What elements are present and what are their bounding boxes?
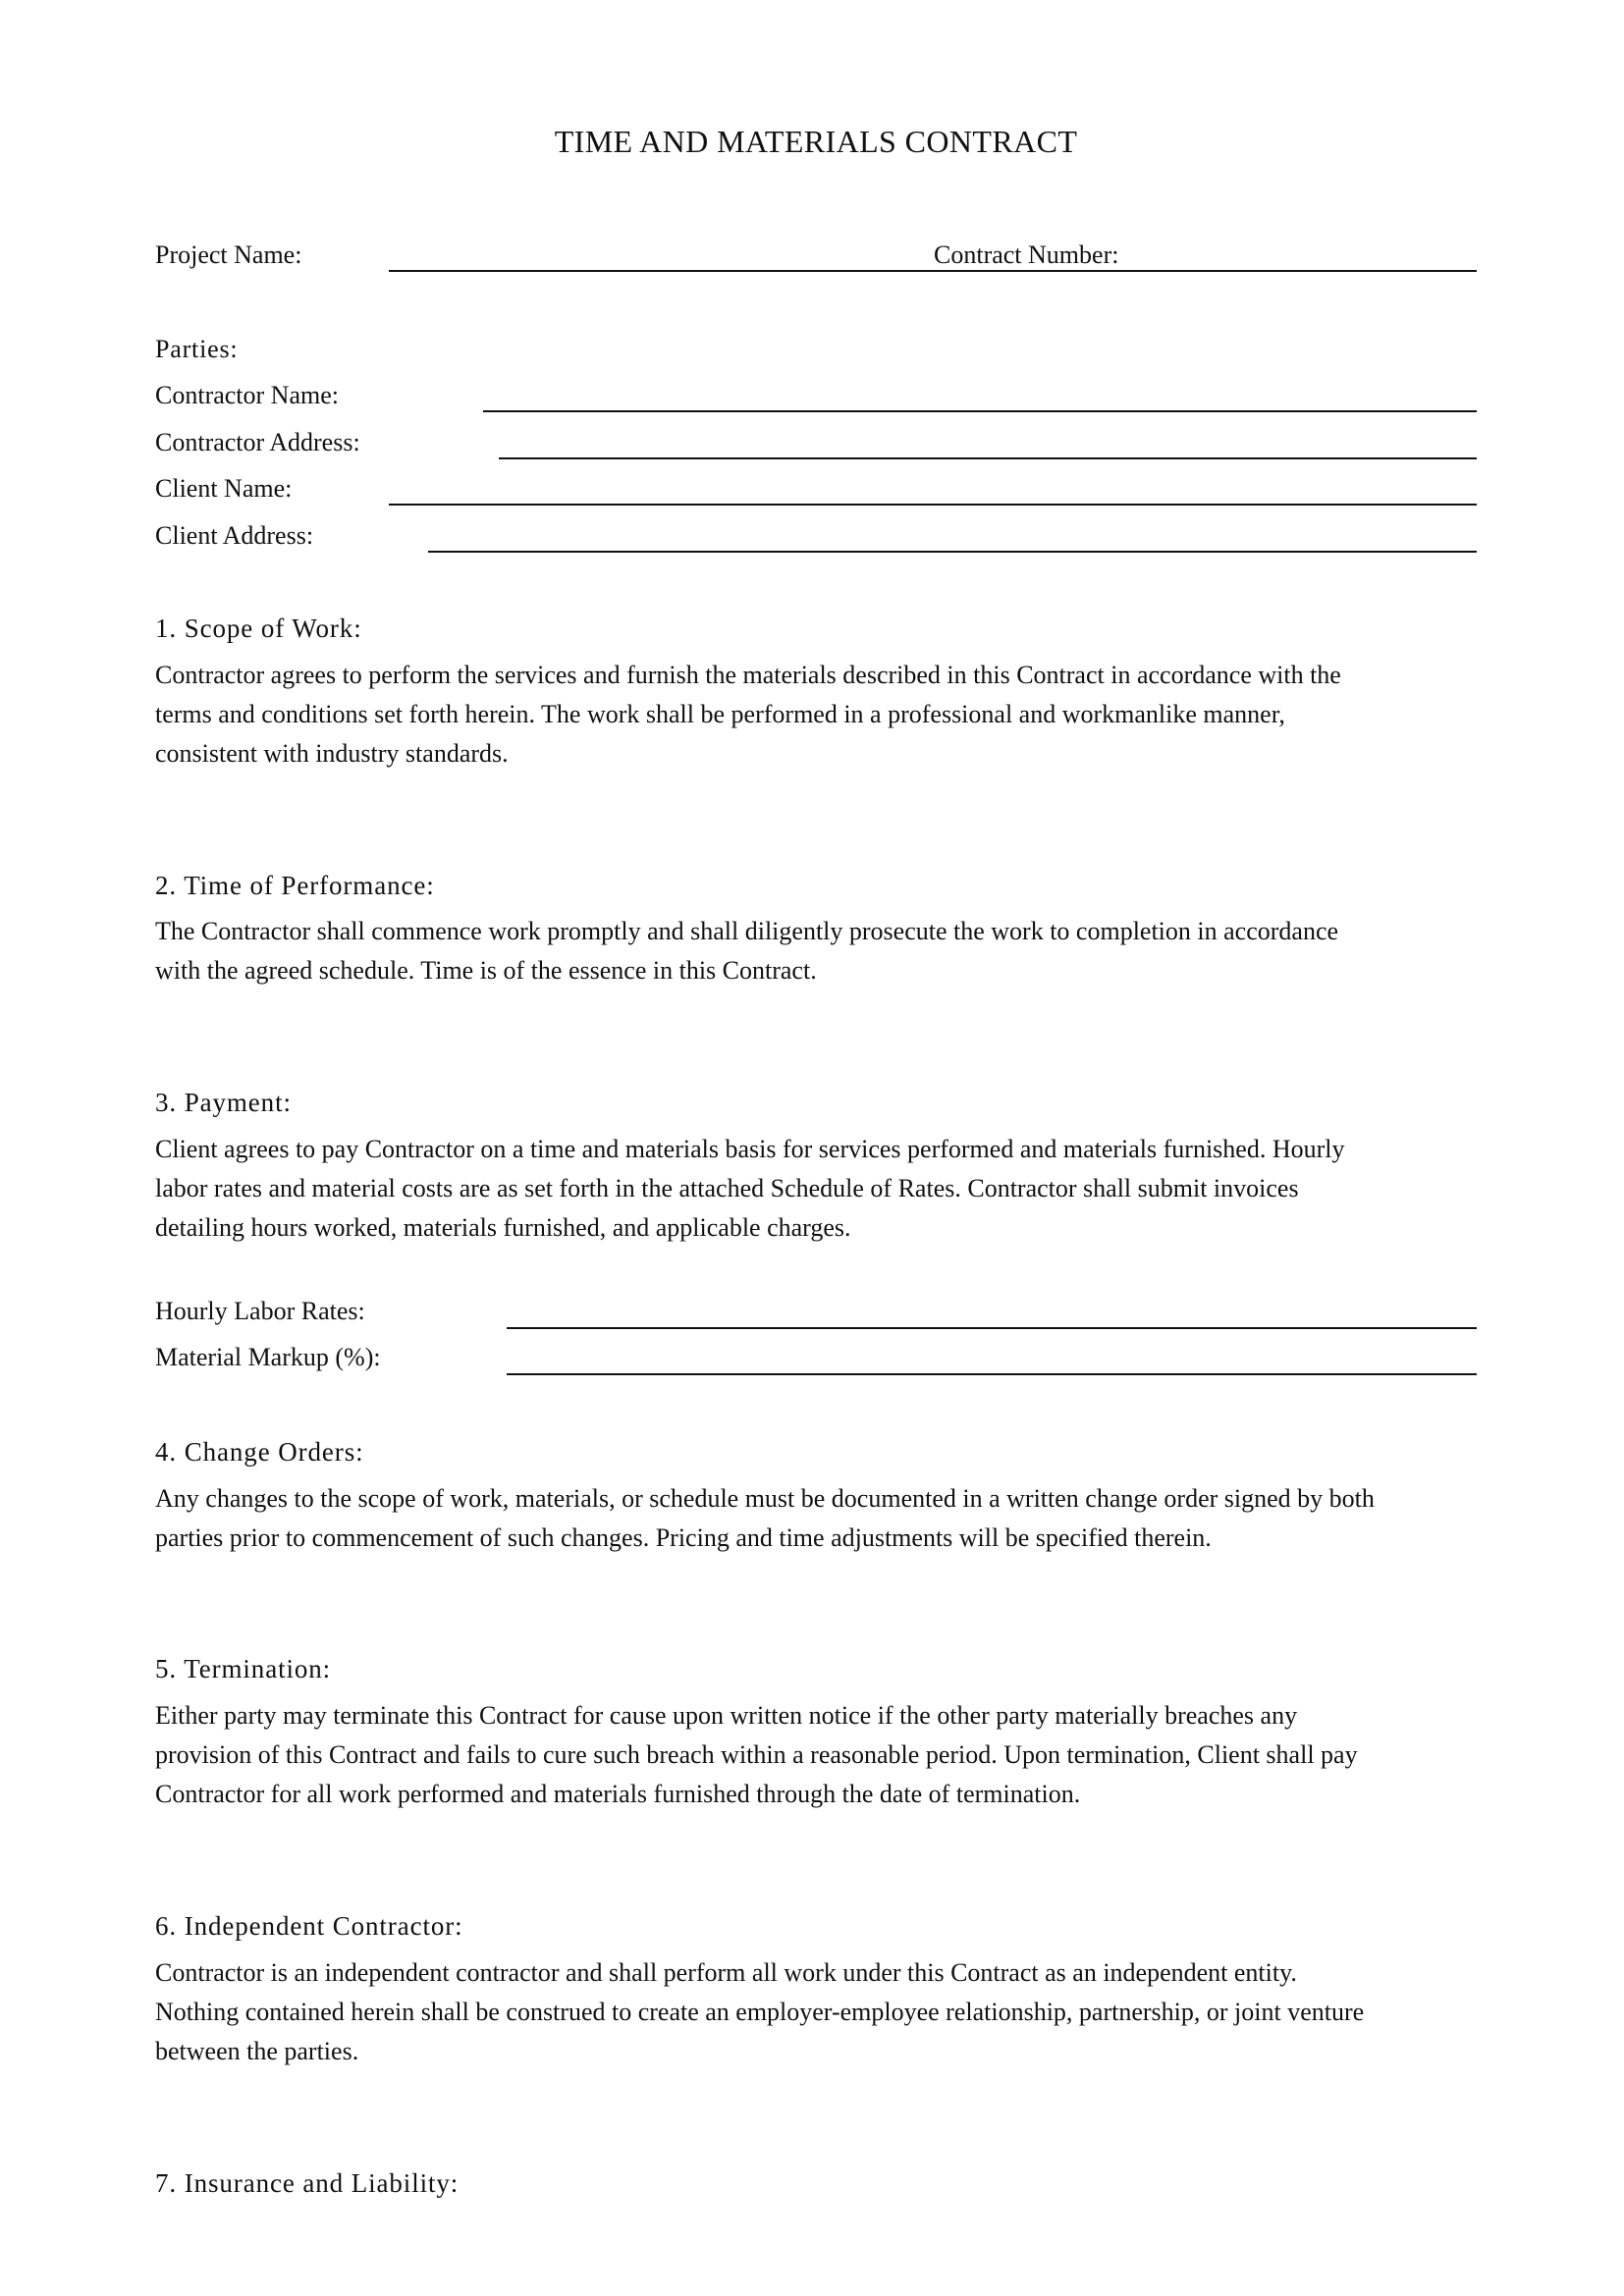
paragraph-line: Nothing contained herein shall be construed to create an employer-employee relationship, partnership, or joint venture bbox=[155, 1998, 1365, 2026]
paragraph-line: Client agrees to pay Contractor on a time and materials basis for services performed and materials furnished. Hourly bbox=[155, 1135, 1345, 1163]
client-address-field[interactable] bbox=[428, 551, 1477, 553]
contractor-address-field[interactable] bbox=[499, 457, 1477, 459]
paragraph-line: Contractor is an independent contractor and shall perform all work under this Contract as an independent entity. bbox=[155, 1958, 1297, 1987]
section-heading: 3. Payment: bbox=[155, 1088, 292, 1117]
section-paragraph bbox=[155, 912, 1481, 990]
paragraph-line: detailing hours worked, materials furnished, and applicable charges. bbox=[155, 1213, 851, 1242]
section-paragraph bbox=[155, 1130, 1481, 1248]
paragraph-line: between the parties. bbox=[155, 2037, 359, 2065]
paragraph-line: Either party may terminate this Contract for cause upon written notice if the other party materially breaches any bbox=[155, 1701, 1298, 1730]
section-heading: 2. Time of Performance: bbox=[155, 871, 435, 900]
section-heading: 1. Scope of Work: bbox=[155, 614, 362, 643]
hourly-labor-rates-field[interactable] bbox=[507, 1327, 1477, 1329]
section-paragraph bbox=[155, 1479, 1481, 1558]
contractor-address-label: Contractor Address: bbox=[155, 428, 360, 456]
paragraph-line: Any changes to the scope of work, materials, or schedule must be documented in a written change order signed by both bbox=[155, 1484, 1375, 1513]
paragraph-line: labor rates and material costs are as set forth in the attached Schedule of Rates. Contractor shall submit invoices bbox=[155, 1174, 1299, 1202]
paragraph-line: The Contractor shall commence work promptly and shall diligently prosecute the work to completion in accordance bbox=[155, 917, 1339, 945]
project-name-field[interactable] bbox=[389, 270, 1477, 272]
client-name-field[interactable] bbox=[389, 504, 1477, 506]
section-paragraph bbox=[155, 656, 1481, 774]
section-heading: 4. Change Orders: bbox=[155, 1437, 364, 1467]
client-name-label: Client Name: bbox=[155, 474, 293, 503]
project-name-label: Project Name: bbox=[155, 240, 302, 269]
material-markup-field[interactable] bbox=[507, 1373, 1477, 1375]
contractor-name-label: Contractor Name: bbox=[155, 381, 339, 409]
paragraph-line: consistent with industry standards. bbox=[155, 739, 509, 768]
paragraph-line: parties prior to commencement of such changes. Pricing and time adjustments will be specified therein. bbox=[155, 1523, 1212, 1552]
paragraph-line: Contractor agrees to perform the services and furnish the materials described in this Contract in accordance with the bbox=[155, 661, 1341, 689]
section-paragraph bbox=[155, 1953, 1481, 2071]
client-address-label: Client Address: bbox=[155, 521, 314, 550]
section-heading: 6. Independent Contractor: bbox=[155, 1911, 463, 1941]
contractor-name-field[interactable] bbox=[483, 410, 1477, 412]
document-title: TIME AND MATERIALS CONTRACT bbox=[554, 124, 1078, 159]
section-heading: 7. Insurance and Liability: bbox=[155, 2168, 460, 2198]
contract-number-label: Contract Number: bbox=[934, 240, 1119, 269]
paragraph-line: terms and conditions set forth herein. The work shall be performed in a professional and workmanlike manner, bbox=[155, 700, 1285, 728]
section-heading: 5. Termination: bbox=[155, 1654, 332, 1683]
parties-heading: Parties: bbox=[155, 335, 239, 363]
paragraph-line: provision of this Contract and fails to cure such breach within a reasonable period. Upon termination, Client shall pay bbox=[155, 1740, 1358, 1769]
section-paragraph bbox=[155, 1696, 1481, 1814]
paragraph-line: with the agreed schedule. Time is of the essence in this Contract. bbox=[155, 956, 817, 985]
paragraph-line: Contractor for all work performed and materials furnished through the date of termination. bbox=[155, 1780, 1081, 1808]
material-markup-label: Material Markup (%): bbox=[155, 1343, 381, 1371]
hourly-labor-rates-label: Hourly Labor Rates: bbox=[155, 1297, 365, 1325]
